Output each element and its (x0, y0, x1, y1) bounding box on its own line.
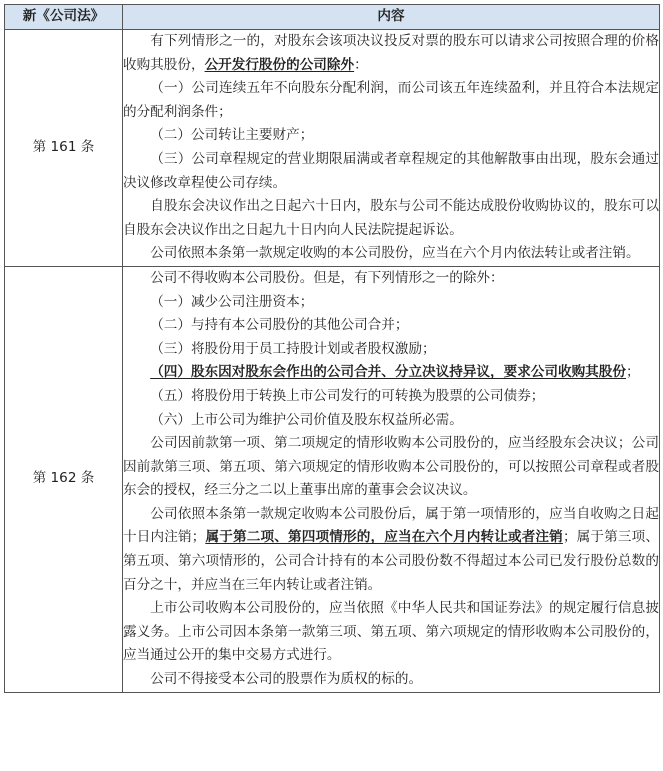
paragraph-text: （一）减少公司注册资本； (150, 293, 314, 310)
article-number: 第 161 条 (5, 30, 123, 267)
article-number: 第 162 条 (5, 266, 123, 692)
paragraph-text: （三）公司章程规定的营业期限届满或者章程规定的其他解散事由出现，股东会通过决议修改章程使公司存续。 (123, 150, 659, 191)
content-paragraph (123, 338, 659, 362)
paragraph-text: （五）将股份用于转换上市公司发行的可转换为股票的公司债券； (150, 387, 545, 404)
paragraph-text: ； (625, 364, 640, 381)
content-paragraph (123, 668, 659, 692)
paragraph-text: （六）上市公司为维护公司价值及股东权益所必需。 (150, 411, 463, 428)
law-comparison-table (4, 4, 660, 693)
paragraph-text: 公司依照本条第一款规定收购的本公司股份，应当在六个月内依法转让或者注销。 (150, 245, 640, 262)
paragraph-text: 公司不得收购本公司股份。但是，有下列情形之一的除外： (150, 269, 504, 286)
paragraph-text: （一）公司连续五年不向股东分配利润，而公司该五年连续盈利，并且符合本法规定的分配利润条件； (123, 80, 659, 120)
content-paragraph (123, 409, 659, 433)
content-paragraph (123, 195, 659, 242)
paragraph-text: 公司不得接受本公司的股票作为质权的标的。 (150, 671, 423, 688)
content-paragraph (123, 314, 659, 338)
emphasized-text: （四）股东因对股东会作出的公司合并、分立决议持异议，要求公司收购其股份 (150, 364, 626, 381)
paragraph-text: 上市公司收购本公司股份的，应当依照《中华人民共和国证券法》的规定履行信息披露义务。上市公司因本条第一款第三项、第五项、第六项规定的情形收购本公司股份的，应当通过公开的集中交易方式进行。 (123, 600, 659, 664)
content-paragraph (123, 77, 659, 124)
header-content: 内容 (123, 5, 660, 30)
paragraph-text: 自股东会决议作出之日起六十日内，股东与公司不能达成股份收购协议的，股东可以自股东会决议作出之日起九十日内向人民法院提起诉讼。 (123, 198, 659, 238)
content-paragraph (123, 291, 659, 315)
emphasized-text: 属于第二项、第四项情形的，应当在六个月内转让或者注销 (205, 529, 563, 546)
paragraph-text: 公司因前款第一项、第二项规定的情形收购本公司股份的，应当经股东会决议；公司因前款第三项、第五项、第六项规定的情形收购本公司股份的，可以按照公司章程或者股东会的授权，经三分之二以上董事出席的董事会会议决议。 (123, 435, 659, 499)
content-paragraph (123, 124, 659, 148)
table-body (5, 30, 660, 693)
table-row (5, 30, 660, 267)
article-content (123, 266, 660, 692)
table-header-row (5, 5, 660, 30)
content-paragraph (123, 242, 659, 266)
content-paragraph (123, 385, 659, 409)
paragraph-text: 公司依照本条第一款规定收购本公司股份后，属于第一项情形的，应当自收购之日起十日内注销； (123, 505, 659, 546)
paragraph-text: （二）公司转让主要财产； (150, 127, 314, 144)
content-paragraph (123, 361, 659, 385)
paragraph-text: ；属于第三项、第五项、第六项情形的，公司合计持有的本公司股份数不得超过本公司已发行股份总数的百分之十，并应当在三年内转让或者注销。 (123, 529, 660, 593)
content-paragraph (123, 503, 659, 597)
content-paragraph (123, 597, 659, 668)
content-paragraph (123, 30, 659, 77)
paragraph-text: （三）将股份用于员工持股计划或者股权激励； (150, 340, 436, 357)
paragraph-text: 有下列情形之一的，对股东会该项决议投反对票的股东可以请求公司按照合理的价格收购其股份， (123, 33, 659, 73)
content-paragraph (123, 148, 659, 195)
paragraph-text: ： (354, 56, 368, 73)
article-content (123, 30, 660, 267)
content-paragraph (123, 267, 659, 291)
table-row (5, 266, 660, 692)
content-paragraph (123, 432, 659, 503)
emphasized-text: 公开发行股份的公司除外 (204, 56, 355, 73)
header-article: 新《公司法》 (5, 5, 123, 30)
paragraph-text: （二）与持有本公司股份的其他公司合并； (150, 317, 409, 334)
